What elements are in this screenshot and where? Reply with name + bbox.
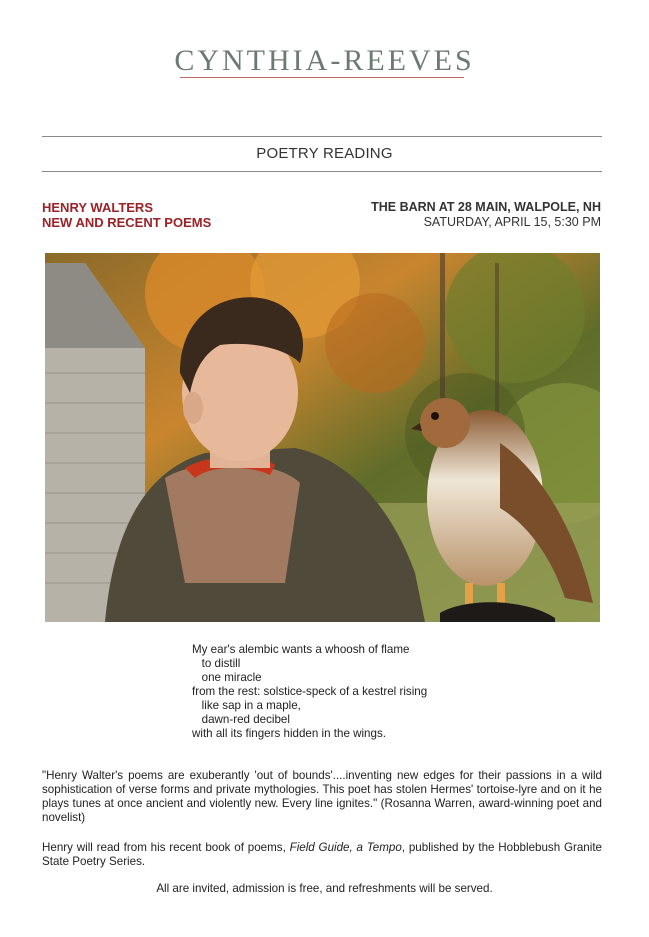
event-subtitle: NEW AND RECENT POEMS <box>42 215 212 230</box>
divider-top <box>42 136 602 137</box>
book-info-before: Henry will read from his recent book of poems, <box>42 841 290 854</box>
closing-note: All are invited, admission is free, and refreshments will be served. <box>156 882 493 895</box>
poem-line: from the rest: solstice-speck of a kestrel rising <box>192 685 428 698</box>
section-title: POETRY READING <box>256 145 393 162</box>
book-title: Field Guide, a Tempo <box>289 841 402 854</box>
poem-line: with all its fingers hidden in the wings. <box>192 727 386 740</box>
poem-line: dawn-red decibel <box>192 713 290 726</box>
poem-line: My ear's alembic wants a whoosh of flame <box>192 643 410 656</box>
portrait-with-hawk-photo <box>45 253 600 622</box>
poet-name: HENRY WALTERS <box>42 200 153 215</box>
logo-text: CYNTHIA-REEVES <box>174 44 475 77</box>
event-heading <box>42 200 211 230</box>
event-details <box>371 200 601 230</box>
poem-line: to distill <box>192 657 241 670</box>
poem-excerpt <box>192 643 427 741</box>
review-quote: "Henry Walter's poems are exuberantly 'out of bounds'....inventing new edges for their passions in a wild sophistication of verse forms and private mythologies. This poet has stolen Hermes' tortoise-lyre and on it he plays tunes at once ancient and violently new. Every line ignites." (Rosanna Warren, award-winning poet and novelist) <box>42 769 602 824</box>
divider-bottom <box>42 171 602 172</box>
book-info-after: , published by the Hobblebush Granite State Poetry Series. <box>42 841 602 868</box>
logo-underline <box>180 77 464 78</box>
poem-line: one miracle <box>192 671 262 684</box>
book-info <box>42 841 602 869</box>
logo <box>0 44 649 78</box>
poem-line: like sap in a maple, <box>192 699 301 712</box>
event-date: SATURDAY, APRIL 15, 5:30 PM <box>423 215 601 229</box>
event-venue: THE BARN AT 28 MAIN, WALPOLE, NH <box>371 200 601 214</box>
